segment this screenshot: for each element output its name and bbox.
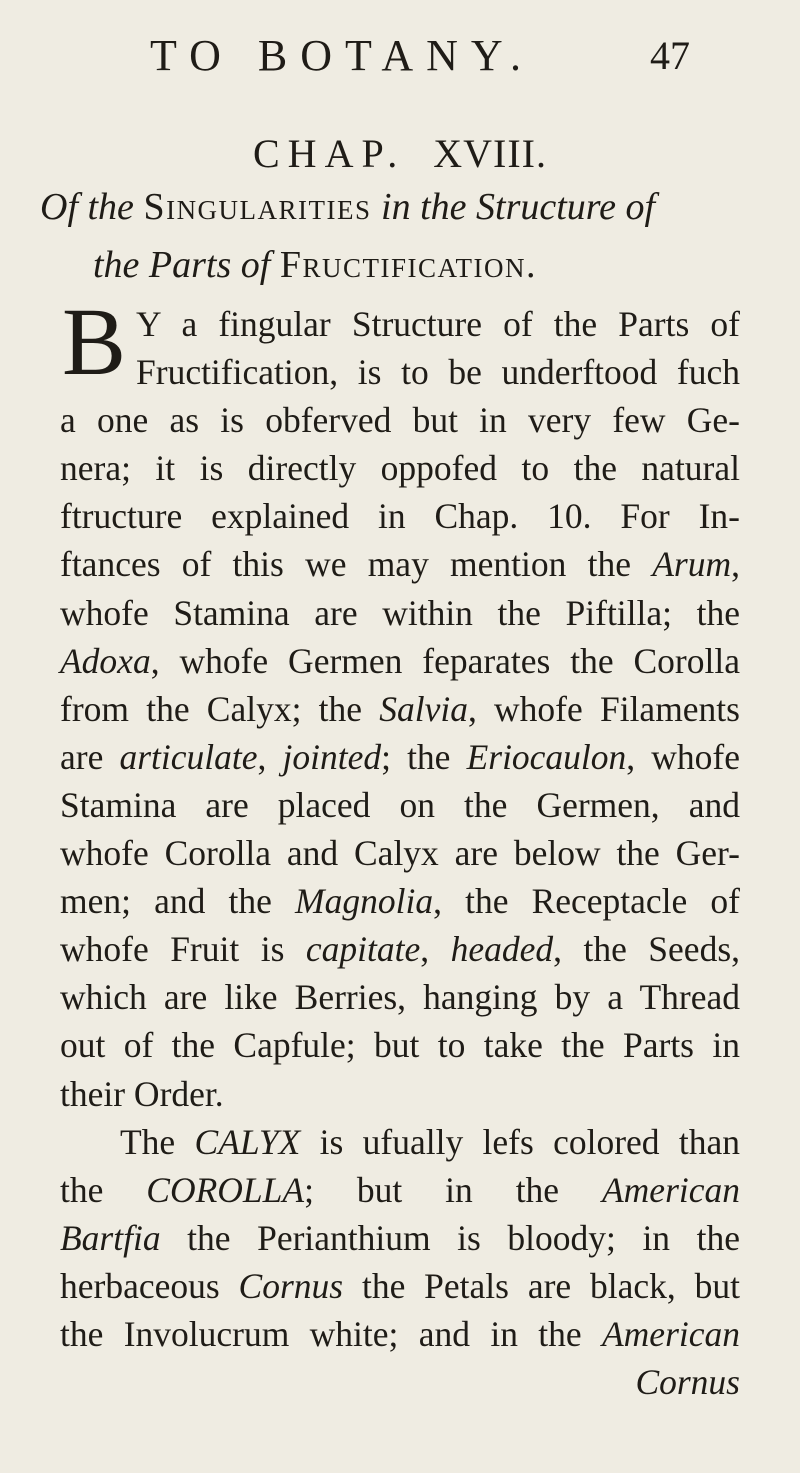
- text-segment: , the Seeds,: [553, 929, 741, 970]
- text-segment: CALYX: [194, 1121, 301, 1162]
- subtitle-part: Singularities: [143, 186, 372, 228]
- text-line: [60, 1310, 740, 1358]
- text-segment: , whofe: [626, 736, 741, 777]
- text-segment: The: [120, 1121, 195, 1162]
- text-segment: the Perianthium is bloody; in the: [160, 1217, 740, 1258]
- text-line: [60, 540, 740, 588]
- text-segment: , whofe Filaments: [467, 688, 740, 729]
- text-segment: COROLLA: [146, 1169, 305, 1210]
- text-line: [60, 348, 740, 396]
- text-line: [60, 1166, 740, 1214]
- text-line: [60, 1262, 740, 1310]
- text-segment: Adoxa: [60, 640, 151, 681]
- text-line: [60, 781, 740, 829]
- text-segment: Arum: [652, 544, 732, 585]
- text-segment: ,: [420, 929, 451, 970]
- text-line: [60, 733, 740, 781]
- text-segment: Magnolia: [295, 881, 434, 922]
- text-line: [60, 637, 740, 685]
- text-segment: the Involucrum white; and in the: [60, 1313, 602, 1354]
- chapter-subtitle-line-2: [93, 243, 800, 287]
- chapter-subtitle-line-1: [40, 185, 780, 229]
- text-segment: Y a fingular Structure of the Parts of: [136, 304, 740, 344]
- text-segment: , whofe Germen feparates the Corolla: [150, 640, 740, 681]
- running-head: [150, 30, 750, 90]
- subtitle-part: the Parts of: [93, 244, 280, 286]
- text-line: [60, 1021, 740, 1069]
- text-segment: are: [60, 736, 120, 777]
- page-number: 47: [650, 33, 690, 78]
- text-segment: Eriocaulon: [466, 736, 627, 777]
- text-line: [60, 1118, 740, 1166]
- text-segment: whofe Stamina are within the Piftilla; the: [60, 592, 740, 633]
- drop-cap: B: [62, 288, 127, 395]
- text-line: [60, 829, 740, 877]
- text-segment: a one as is obferved but in very few Ge-: [60, 400, 740, 441]
- text-segment: ; but in the: [304, 1169, 602, 1210]
- text-segment: capitate: [305, 929, 421, 970]
- text-segment: ,: [257, 736, 283, 777]
- text-line: [60, 492, 740, 540]
- text-segment: the: [60, 1169, 147, 1210]
- text-line: [60, 396, 740, 444]
- text-line: [60, 589, 740, 637]
- text-segment: articulate: [119, 736, 258, 777]
- text-segment: Cornus: [635, 1362, 740, 1403]
- text-segment: Bartfia: [60, 1217, 161, 1258]
- text-segment: Salvia: [379, 688, 468, 729]
- text-line: [60, 1070, 740, 1118]
- running-title: TO BOTANY.: [150, 31, 534, 80]
- chapter-label: CHAP.: [253, 131, 406, 176]
- body-text: [60, 300, 740, 1406]
- chapter-heading: [0, 130, 800, 177]
- text-segment: out of the Capfule; but to take the Parts in: [60, 1025, 740, 1066]
- text-segment: ftructure explained in Chap. 10. For In-: [60, 496, 740, 537]
- text-segment: Stamina are placed on the Germen, and: [60, 784, 740, 825]
- text-segment: which are like Berries, hanging by a Thread: [60, 977, 740, 1018]
- text-segment: headed: [450, 929, 554, 970]
- text-segment: is ufually lefs colored than: [300, 1121, 740, 1162]
- chapter-number: XVIII.: [433, 131, 547, 176]
- text-segment: jointed: [282, 736, 382, 777]
- text-line: [60, 300, 740, 348]
- subtitle-part: in the Structure of: [371, 186, 656, 228]
- text-line: [60, 1214, 740, 1262]
- subtitle-part: Fructification.: [279, 244, 537, 286]
- text-segment: men; and the: [60, 881, 296, 922]
- text-segment: , the Receptacle of: [433, 881, 740, 922]
- text-line: [60, 877, 740, 925]
- text-segment: whofe Corolla and Calyx are below the Ger-: [60, 833, 740, 874]
- text-line: [60, 1358, 740, 1406]
- text-segment: herbaceous: [60, 1265, 239, 1306]
- text-segment: Fructification, is to be underftood fuch: [136, 352, 740, 393]
- text-line: [60, 925, 740, 973]
- text-segment: ; the: [381, 736, 467, 777]
- text-segment: ,: [731, 544, 740, 585]
- text-line: [60, 973, 740, 1021]
- text-line: [60, 444, 740, 492]
- text-segment: whofe Fruit is: [60, 929, 306, 970]
- text-segment: the Petals are black, but: [343, 1265, 740, 1306]
- text-segment: American: [601, 1169, 740, 1210]
- text-line: [60, 685, 740, 733]
- text-segment: their Order.: [60, 1073, 224, 1114]
- text-segment: nera; it is directly oppofed to the natural: [60, 448, 740, 489]
- subtitle-part: Of the: [40, 186, 144, 228]
- text-segment: from the Calyx; the: [60, 688, 380, 729]
- text-segment: ftances of this we may mention the: [60, 544, 653, 585]
- text-segment: American: [601, 1313, 740, 1354]
- text-segment: Cornus: [238, 1265, 344, 1306]
